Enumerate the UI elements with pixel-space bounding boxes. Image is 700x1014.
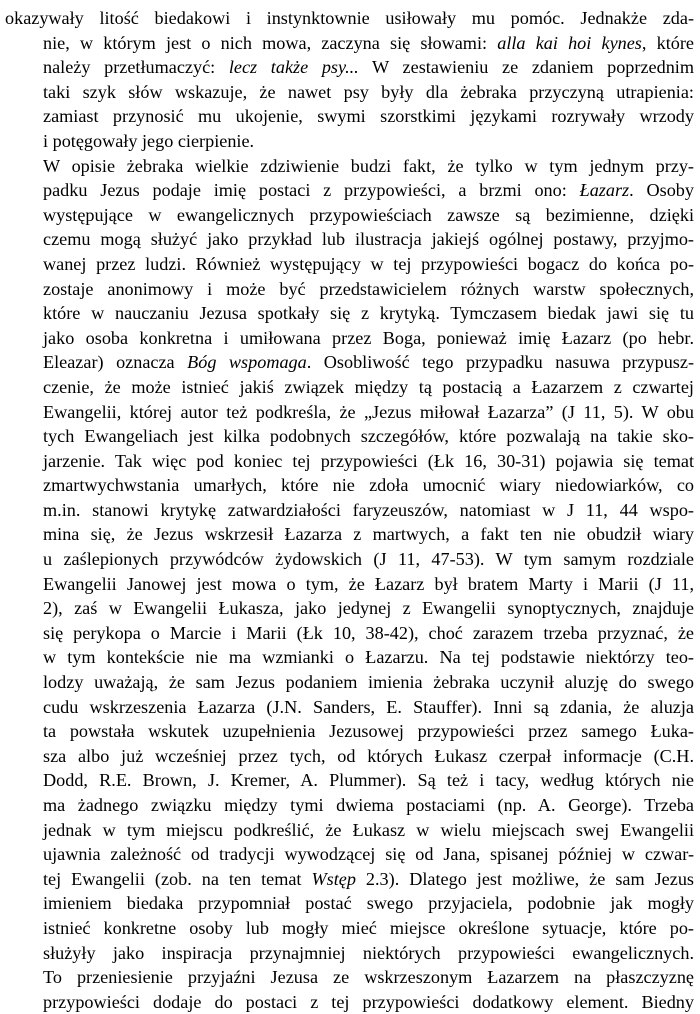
text-segment: Dodd, R.E. Brown, J. Kremer, A. Plummer). Są też i tacy, według których nie bbox=[43, 770, 694, 791]
text-line bbox=[5, 744, 694, 769]
text-segment: sza albo już wcześniej przez tych, od których Łukasz czerpał informacje (C.H. bbox=[43, 745, 694, 766]
text-line bbox=[5, 793, 694, 818]
text-segment: przypowieści dodaje do postaci z tej przypowieści dodatkowy element. Biedny bbox=[43, 991, 694, 1012]
italic-text: Wstęp bbox=[311, 868, 356, 889]
text-segment: lodzy uważają, że sam Jezus podaniem imienia żebraka uczynił aluzję do swego bbox=[43, 672, 694, 693]
italic-text: Bóg wspomaga bbox=[187, 352, 307, 373]
text-line bbox=[5, 400, 694, 425]
text-segment: ujawnia zależność od tradycji wywodzącej się od Jana, spisanej później w czwar- bbox=[43, 844, 694, 865]
text-segment: służyły jako inspiracja przynajmniej niektórych przypowieści ewangelicznych. bbox=[43, 942, 694, 963]
text-segment: nie, w którym jest o nich mowa, zaczyna się słowami: bbox=[43, 32, 498, 53]
italic-text: Łazarz bbox=[579, 180, 630, 201]
text-line bbox=[5, 129, 694, 154]
text-segment: jarzenie. Tak więc pod koniec tej przypowieści (Łk 16, 30-31) pojawia się temat bbox=[43, 450, 694, 471]
text-line bbox=[5, 842, 694, 867]
text-segment: zamiast przynosić mu ukojenie, swymi szorstkimi językami rozrywały wrzody bbox=[43, 106, 694, 127]
text-line bbox=[5, 104, 694, 129]
text-segment: Eleazar) oznacza bbox=[43, 352, 188, 373]
italic-text: lecz także psy... bbox=[228, 57, 359, 78]
text-line bbox=[5, 867, 694, 892]
text-segment: taki szyk słów wskazuje, że nawet psy były dla żebraka przyczyną utrapienia: bbox=[43, 81, 694, 102]
text-segment: tej Ewangelii (zob. na ten temat bbox=[43, 868, 312, 889]
text-segment: w tym kontekście nie ma wzmianki o Łazarzu. Na tej podstawie niektórzy teo- bbox=[43, 647, 694, 668]
text-segment: m.in. stanowi krytykę zatwardziałości faryzeuszów, natomiast w J 11, 44 wspo- bbox=[43, 499, 694, 520]
text-line bbox=[5, 473, 694, 498]
text-segment: jednak w tym miejscu podkreślić, że Łukasz w wielu miejscach swej Ewangelii bbox=[43, 819, 694, 840]
text-segment: które w nauczaniu Jezusa spotkały się z krytyką. Tymczasem biedak jawi się tu bbox=[43, 303, 694, 324]
text-line bbox=[5, 670, 694, 695]
text-segment: czemu mogą służyć jako przykład lub ilustracja jakiejś ogólnej postawy, przyjmo- bbox=[43, 229, 694, 250]
text-segment: u zaślepionych przywódców żydowskich (J 11, 47-53). W tym samym rozdziale bbox=[43, 549, 694, 570]
text-segment: 2.3). Dlatego jest możliwe, że sam Jezus bbox=[355, 868, 694, 889]
text-segment: 2), zaś w Ewangelii Łukasza, jako jedynej z Ewangelii synoptycznych, znajduje bbox=[43, 598, 694, 619]
paragraph bbox=[5, 6, 694, 154]
text-segment: ta powstała wskutek uzupełnienia Jezusowej przypowieści przez samego Łuka- bbox=[43, 721, 694, 742]
text-line bbox=[5, 547, 694, 572]
text-segment: należy przetłumaczyć: bbox=[43, 57, 229, 78]
text-line bbox=[5, 941, 694, 966]
text-line bbox=[5, 645, 694, 670]
text-line bbox=[5, 301, 694, 326]
text-segment: zostaje anonimowy i może być przedstawicielem różnych warstw społecznych, bbox=[43, 278, 694, 299]
text-line bbox=[5, 965, 694, 990]
text-segment: wanej przez ludzi. Również występujący w tej przypowieści bogacz do końca po- bbox=[43, 253, 694, 274]
text-segment: Ewangelii, której autor też podkreśla, że „Jezus miłował Łazarza” (J 11, 5). W obu bbox=[43, 401, 694, 422]
text-segment: cudu wskrzeszenia Łazarza (J.N. Sanders, E. Stauffer). Inni są zdania, że aluzja bbox=[43, 696, 694, 717]
text-segment: okazywały litość biedakowi i instynktownie usiłowały mu pomóc. Jednakże zda- bbox=[5, 8, 694, 28]
text-line bbox=[5, 498, 694, 523]
text-segment: . Osobliwość tego przypadku nasuwa przypusz- bbox=[306, 352, 694, 373]
text-line bbox=[5, 375, 694, 400]
text-line bbox=[5, 596, 694, 621]
text-segment: , które bbox=[641, 32, 694, 53]
paragraph bbox=[5, 154, 694, 1014]
text-line bbox=[5, 203, 694, 228]
text-line bbox=[5, 449, 694, 474]
text-segment: jako osoba konkretna i umiłowana przez Boga, ponieważ imię Łazarz (po hebr. bbox=[43, 327, 694, 348]
text-line bbox=[5, 154, 694, 179]
text-line bbox=[5, 621, 694, 646]
text-line bbox=[5, 522, 694, 547]
italic-text: alla kai hoi kynes bbox=[497, 32, 642, 53]
text-segment: występujące w ewangelicznych przypowieściach zawsze są bezimienne, dzięki bbox=[43, 204, 694, 225]
text-segment: istnieć konkretne osoby lub mogły mieć miejsce określone sytuacje, które po- bbox=[43, 917, 694, 938]
text-segment: . Osoby bbox=[629, 180, 694, 201]
text-line bbox=[5, 768, 694, 793]
text-segment: ma żadnego związku między tymi dwiema postaciami (np. A. George). Trzeba bbox=[43, 795, 694, 815]
text-segment: To przeniesienie przyjaźni Jezusa ze wskrzeszonym Łazarzem na płaszczyznę bbox=[43, 967, 694, 988]
text-segment: Ewangelii Janowej jest mowa o tym, że Łazarz był bratem Marty i Marii (J 11, bbox=[43, 573, 694, 594]
text-line bbox=[5, 719, 694, 744]
text-line bbox=[5, 55, 694, 80]
text-line bbox=[5, 252, 694, 277]
text-line bbox=[5, 424, 694, 449]
text-line bbox=[5, 31, 694, 56]
text-line bbox=[5, 990, 694, 1014]
text-line bbox=[5, 818, 694, 843]
text-segment: zmartwychwstania umarłych, które nie zdoła umocnić wiary niedowiarków, co bbox=[43, 475, 694, 496]
text-line bbox=[5, 572, 694, 597]
text-segment: się perykopa o Marcie i Marii (Łk 10, 38-42), choć zarazem trzeba przyznać, że bbox=[43, 622, 694, 643]
text-line bbox=[5, 178, 694, 203]
text-body bbox=[5, 6, 694, 1014]
text-segment: mina się, że Jezus wskrzesił Łazarza z martwych, a fakt ten nie obudził wiary bbox=[43, 524, 694, 545]
text-segment: tych Ewangeliach jest kilka podobnych szczegółów, które pozwalają na takie sko- bbox=[43, 426, 694, 447]
text-segment: i potęgowały jego cierpienie. bbox=[43, 130, 255, 151]
text-segment: padku Jezus podaje imię postaci z przypowieści, a brzmi ono: bbox=[43, 180, 580, 201]
text-segment: W opisie żebraka wielkie zdziwienie budzi fakt, że tylko w tym jednym przy- bbox=[43, 155, 694, 176]
text-line bbox=[5, 80, 694, 105]
text-line bbox=[5, 350, 694, 375]
text-segment: imieniem biedaka przypomniał postać swego przyjaciela, podobnie jak mogły bbox=[43, 893, 694, 914]
text-segment: czenie, że może istnieć jakiś związek między tą postacią a Łazarzem z czwartej bbox=[43, 376, 694, 397]
text-line bbox=[5, 277, 694, 302]
text-line bbox=[5, 695, 694, 720]
text-line bbox=[5, 916, 694, 941]
text-line bbox=[5, 6, 694, 31]
text-line bbox=[5, 891, 694, 916]
text-line bbox=[5, 227, 694, 252]
text-segment: W zestawieniu ze zdaniem poprzednim bbox=[358, 57, 694, 78]
text-line bbox=[5, 326, 694, 351]
